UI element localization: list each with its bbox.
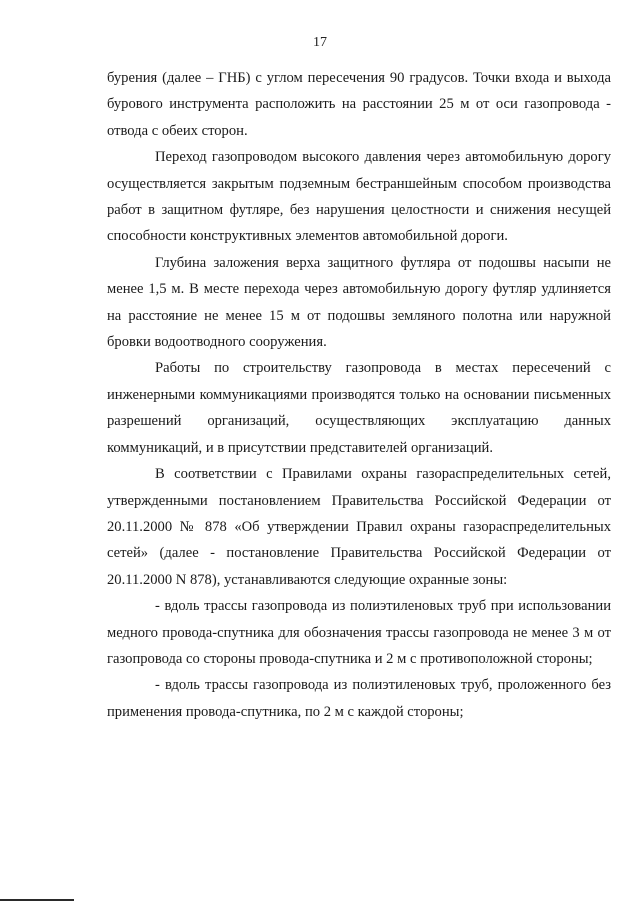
page-number: 17 [313, 35, 327, 50]
paragraph-zone-with-tracer-wire: - вдоль трассы газопровода из полиэтиленовых труб при использовании медного провода-спутника для обозначения трассы газопровода не менее 3 м от газопровода со стороны провода-спутника и 2 м с противоположной стороны; [107, 598, 611, 667]
paragraph-protection-rules: В соответствии с Правилами охраны газораспределительных сетей, утвержденными постановлением Правительства Российской Федерации от 20.11.2000 № 878 «Об утверждении Правил охраны газораспределительных сетей» (далее - постановление Правительства Российской Федерации от 20.11.2000 N 878), устанавливаются следующие охранные зоны: [107, 466, 611, 588]
paragraph-utility-crossings: Работы по строительству газопровода в местах пересечений с инженерными коммуникациями производятся только на основании письменных разрешений организаций, осуществляющих эксплуатацию данных коммуникаций, и в присутствии представителей организаций. [107, 360, 611, 456]
paragraph-road-crossing: Переход газопроводом высокого давления через автомобильную дорогу осуществляется закрытым подземным бестраншейным способом производства работ в защитном футляре, без нарушения целостности и снижения несущей способности конструктивных элементов автомобильной дороги. [107, 149, 611, 245]
document-body [107, 65, 611, 725]
paragraph-continuation: бурения (далее – ГНБ) с углом пересечения 90 градусов. Точки входа и выхода бурового инструмента расположить на расстоянии 25 м от оси газопровода - отвода с обеих сторон. [107, 70, 611, 139]
paragraph-zone-without-tracer-wire: - вдоль трассы газопровода из полиэтиленовых труб, проложенного без применения провода-спутника, по 2 м с каждой стороны; [107, 677, 611, 720]
paragraph-casing-depth: Глубина заложения верха защитного футляра от подошвы насыпи не менее 1,5 м. В месте перехода через автомобильную дорогу футляр удлиняется на расстояние не менее 15 м от подошвы земляного полотна или наружной бровки водоотводного сооружения. [107, 254, 611, 351]
